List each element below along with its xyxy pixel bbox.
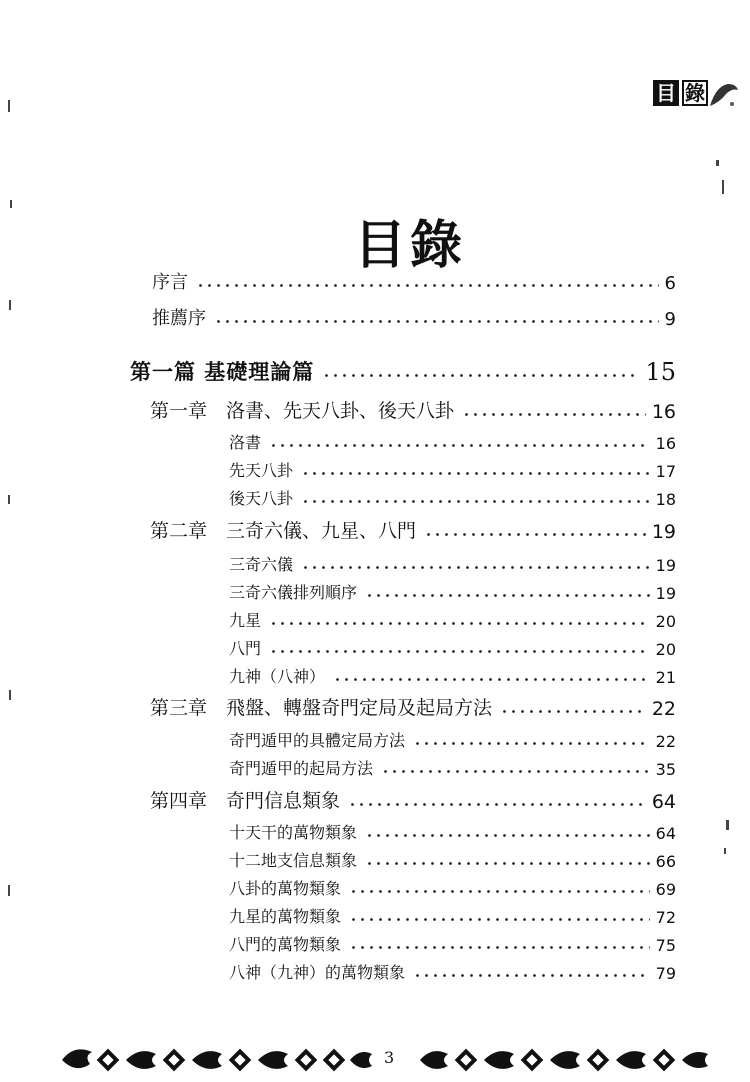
toc-entry-front[interactable] xyxy=(152,268,676,294)
toc-entry-page-number: 16 xyxy=(651,401,676,423)
toc-leader-dots xyxy=(349,890,650,893)
toc-entry-page-number: 22 xyxy=(651,698,676,720)
toc-entry-page-number: 21 xyxy=(655,668,676,687)
page-title: 目錄 xyxy=(353,214,466,276)
toc-leader-dots xyxy=(413,742,650,745)
toc-entry-page-number: 17 xyxy=(655,462,676,481)
toc-leader-dots xyxy=(269,622,650,625)
toc-entry-page-number: 6 xyxy=(664,273,676,294)
toc-entry-label: 三奇六儀 xyxy=(229,555,294,574)
toc-entry-page-number: 20 xyxy=(655,640,676,659)
toc-entry-page-number: 75 xyxy=(655,936,676,955)
toc-entry-label: 推薦序 xyxy=(152,308,206,329)
toc-entry-section[interactable] xyxy=(229,932,676,955)
toc-entry-section[interactable] xyxy=(229,756,676,779)
toc-entry-page-number: 66 xyxy=(655,852,676,871)
scan-speck xyxy=(9,690,11,700)
toc-leader-dots xyxy=(333,678,650,681)
toc-entry-label: 第一章 洛書、先天八卦、後天八卦 xyxy=(150,400,455,422)
toc-entry-section[interactable] xyxy=(229,430,676,453)
toc-leader-dots xyxy=(365,594,650,597)
toc-leader-dots xyxy=(196,284,659,287)
toc-entry-section[interactable] xyxy=(229,728,676,751)
toc-entry-section[interactable] xyxy=(229,960,676,983)
toc-leader-dots xyxy=(381,770,650,773)
toc-entry-label: 八門 xyxy=(229,639,262,658)
toc-entry-section[interactable] xyxy=(229,486,676,509)
section-tab-char: 目 xyxy=(653,80,679,106)
toc-entry-label: 先天八卦 xyxy=(229,461,294,480)
toc-entry-label: 第一篇 基礎理論篇 xyxy=(130,359,315,384)
toc-entry-chapter[interactable] xyxy=(150,693,676,720)
toc-leader-dots xyxy=(500,710,646,713)
scan-speck xyxy=(726,820,729,830)
toc-entry-section[interactable] xyxy=(229,820,676,843)
toc-entry-section[interactable] xyxy=(229,458,676,481)
toc-leader-dots xyxy=(301,500,650,503)
toc-entry-page-number: 15 xyxy=(645,358,676,386)
toc-entry-page-number: 69 xyxy=(655,880,676,899)
toc-entry-page-number: 9 xyxy=(664,309,676,330)
section-tab xyxy=(653,80,708,106)
toc-entry-label: 三奇六儀排列順序 xyxy=(229,583,358,602)
scan-speck xyxy=(722,180,724,194)
toc-entry-label: 八門的萬物類象 xyxy=(229,935,342,954)
toc-entry-label: 十天干的萬物類象 xyxy=(229,823,358,842)
scan-speck xyxy=(8,885,10,896)
toc-leader-dots xyxy=(349,918,650,921)
toc-entry-label: 洛書 xyxy=(229,433,262,452)
toc-entry-label: 後天八卦 xyxy=(229,489,294,508)
toc-leader-dots xyxy=(301,566,650,569)
toc-entry-page-number: 64 xyxy=(651,791,676,813)
toc-leader-dots xyxy=(365,834,650,837)
toc-entry-label: 第三章 飛盤、轉盤奇門定局及起局方法 xyxy=(150,697,493,719)
scan-speck xyxy=(9,300,11,310)
scan-speck xyxy=(8,100,10,112)
toc-leader-dots xyxy=(269,444,650,447)
scan-speck xyxy=(724,848,726,854)
toc-leader-dots xyxy=(424,533,646,536)
page-number: 3 xyxy=(384,1048,395,1067)
toc-leader-dots xyxy=(462,413,646,416)
toc-entry-label: 九星 xyxy=(229,611,262,630)
toc-entry-section[interactable] xyxy=(229,664,676,687)
footer-ornament-icon xyxy=(0,1040,750,1080)
toc-entry-section[interactable] xyxy=(229,848,676,871)
toc-leader-dots xyxy=(349,946,650,949)
toc-leader-dots xyxy=(413,974,650,977)
toc-leader-dots xyxy=(269,650,650,653)
scan-speck xyxy=(716,160,719,166)
toc-entry-page-number: 19 xyxy=(651,521,676,543)
toc-entry-section[interactable] xyxy=(229,876,676,899)
toc-entry-label: 序言 xyxy=(152,272,188,293)
toc-leader-dots xyxy=(365,862,650,865)
toc-entry-page-number: 19 xyxy=(655,556,676,575)
section-tab-char: 錄 xyxy=(682,80,708,106)
toc-entry-section[interactable] xyxy=(229,608,676,631)
toc-leader-dots xyxy=(301,472,650,475)
toc-entry-section[interactable] xyxy=(229,552,676,575)
toc-leader-dots xyxy=(348,803,646,806)
toc-entry-label: 九星的萬物類象 xyxy=(229,907,342,926)
toc-entry-page-number: 35 xyxy=(655,760,676,779)
toc-entry-label: 十二地支信息類象 xyxy=(229,851,358,870)
toc-entry-chapter[interactable] xyxy=(150,516,676,543)
toc-entry-page-number: 20 xyxy=(655,612,676,631)
toc-entry-section[interactable] xyxy=(229,904,676,927)
toc-entry-label: 第四章 奇門信息類象 xyxy=(150,790,341,812)
toc-entry-page-number: 19 xyxy=(655,584,676,603)
toc-leader-dots xyxy=(214,320,659,323)
toc-entry-label: 奇門遁甲的具體定局方法 xyxy=(229,731,406,750)
toc-entry-label: 九神（八神） xyxy=(229,667,326,686)
toc-entry-page-number: 18 xyxy=(655,490,676,509)
header-ornament-icon xyxy=(706,76,742,116)
toc-entry-label: 八神（九神）的萬物類象 xyxy=(229,963,406,982)
toc-entry-page-number: 72 xyxy=(655,908,676,927)
toc-entry-page-number: 64 xyxy=(655,824,676,843)
toc-entry-chapter[interactable] xyxy=(150,786,676,813)
toc-entry-section[interactable] xyxy=(229,580,676,603)
toc-entry-chapter[interactable] xyxy=(150,396,676,423)
toc-leader-dots xyxy=(322,374,639,377)
scan-speck xyxy=(8,495,10,504)
toc-entry-section[interactable] xyxy=(229,636,676,659)
toc-entry-page-number: 79 xyxy=(655,964,676,983)
toc-entry-label: 八卦的萬物類象 xyxy=(229,879,342,898)
toc-entry-part[interactable] xyxy=(130,356,676,386)
scan-speck xyxy=(10,200,12,208)
toc-entry-label: 第二章 三奇六儀、九星、八門 xyxy=(150,520,417,542)
toc-entry-page-number: 16 xyxy=(655,434,676,453)
toc-entry-label: 奇門遁甲的起局方法 xyxy=(229,759,374,778)
toc-entry-page-number: 22 xyxy=(655,732,676,751)
toc-entry-front[interactable] xyxy=(152,304,676,330)
